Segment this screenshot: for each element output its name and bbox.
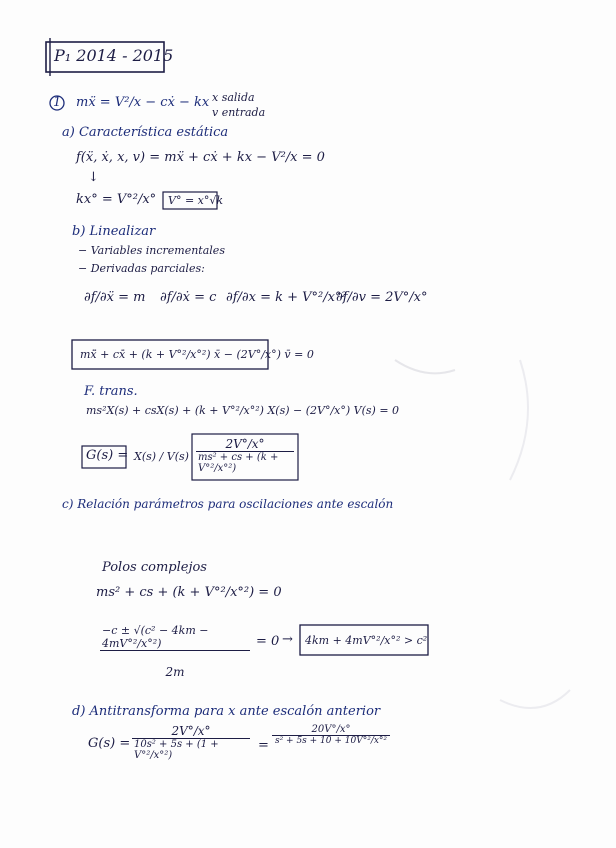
- linearized-equation: mẍ̄ + cẋ̄ + (k + V°²/x°²) x̄ − (2V°/x°) v̄ = 0: [80, 348, 314, 361]
- static-result: V° = x°√k: [168, 194, 224, 207]
- complex-poles-label: Polos complejos: [102, 560, 207, 575]
- laplace-label: F. trans.: [84, 384, 138, 399]
- transfer-function-label: G(s) =: [86, 448, 129, 463]
- down-arrow: ↓: [88, 170, 99, 185]
- function-definition: f(ẍ, ẋ, x, v) = mẍ + cẋ + kx − V²/x = 0: [76, 150, 325, 165]
- gs-numeric-fraction-1: [132, 724, 250, 761]
- roots-numerator: −c ± √(c² − 4km − 4mV°²/x°²): [102, 624, 209, 650]
- bullet-partials: − Derivadas parciales:: [78, 262, 205, 275]
- motion-equation: mẍ = V²/x − cẋ − kx: [76, 95, 210, 110]
- characteristic-equation: ms² + cs + (k + V°²/x°²) = 0: [96, 585, 282, 600]
- roots-equals: = 0: [256, 634, 280, 649]
- bullet-incremental: − Variables incrementales: [78, 244, 225, 257]
- page-title: P₁ 2014 - 2015: [54, 46, 174, 65]
- part-c-heading: c) Relación parámetros para oscilaciones ante escalón: [62, 497, 394, 511]
- problem-number: 1: [53, 95, 62, 110]
- oscillation-condition: 4km + 4mV°²/x°² > c²: [305, 634, 428, 647]
- roots-denominator: 2m: [165, 665, 185, 679]
- variable-note-output: x salida: [212, 91, 255, 104]
- laplace-equation: ms²X(s) + csX(s) + (k + V°²/x°²) X(s) − (2V°/x°) V(s) = 0: [86, 404, 400, 417]
- partial-ddxdot: ∂f/∂ẋ = c: [160, 290, 217, 305]
- partial-dv: ∂f/∂v = 2V°/x°: [336, 290, 428, 305]
- gs-numeric-denominator-1: 10s² + 5s + (1 + V°²/x°²): [134, 739, 219, 761]
- gs-numeric-numerator-1: 2V°/x°: [171, 724, 211, 738]
- partial-ddx: ∂f/∂ẍ = m: [84, 290, 146, 305]
- gs-numeric-denominator-2: s² + 5s + 10 + 10V°²/x°²: [274, 736, 388, 746]
- gs-numeric-label: G(s) =: [88, 736, 131, 751]
- roots-fraction: [100, 624, 250, 679]
- static-relation: kx° = V°²/x°: [76, 192, 157, 207]
- part-d-heading: d) Antitransforma para x ante escalón anterior: [72, 704, 381, 719]
- part-a-heading: a) Característica estática: [62, 125, 229, 140]
- gs-numeric-numerator-2: 20V°/x°: [311, 724, 351, 735]
- partial-dx: ∂f/∂x = k + V°²/x°²: [226, 290, 347, 305]
- transfer-function-numerator: 2V°/x°: [225, 437, 265, 451]
- equals-sign: =: [258, 738, 269, 753]
- transfer-function-ratio: X(s) / V(s): [134, 450, 189, 463]
- implies-arrow: →: [282, 632, 293, 647]
- part-b-heading: b) Linealizar: [72, 224, 156, 239]
- gs-numeric-fraction-2: [272, 724, 390, 746]
- transfer-function-fraction: [196, 437, 294, 474]
- variable-note-input: v entrada: [212, 106, 266, 119]
- transfer-function-denominator: ms² + cs + (k + V°²/x°²): [198, 452, 279, 474]
